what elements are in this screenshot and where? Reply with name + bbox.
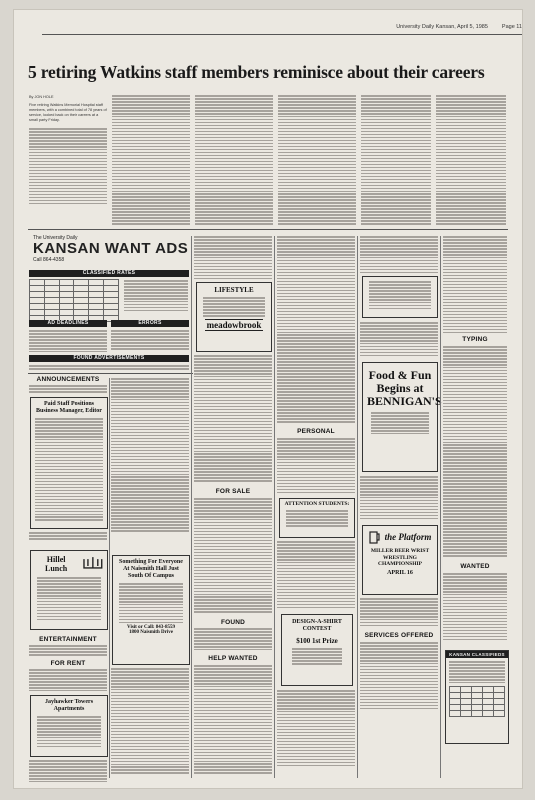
story-column-2	[112, 95, 190, 226]
column-rule	[109, 378, 110, 778]
jayhawker-title: Jayhawker Towers Apartments	[44, 699, 94, 712]
want-ads-kicker: The University Daily	[33, 235, 78, 241]
personal-header: PERSONAL	[297, 428, 335, 435]
column-rule	[357, 236, 358, 778]
classified-col2-text	[111, 378, 189, 533]
services-text	[360, 642, 438, 711]
want-ads-phone: Call 864-4358	[33, 257, 65, 263]
naismith-title: Something For Everyone At Naismith Hall Just South Of Campus	[119, 559, 183, 579]
story-column-6	[436, 95, 506, 226]
story-column-3	[195, 95, 273, 226]
byline: By JON HOLE	[29, 95, 54, 99]
story-lead: Five retiring Watkins Memorial Hospital staff members, with a combined total of 78 years of service, looked back on their careers at a small party Friday.	[29, 103, 107, 122]
meadowbrook-logo: meadowbrook	[206, 319, 262, 330]
announcements-text	[29, 385, 107, 394]
for-rent-header: FOR RENT	[50, 660, 86, 667]
classified-col6-text	[443, 236, 507, 334]
column-rule	[274, 236, 275, 778]
personal-text	[277, 438, 355, 495]
for-sale-text	[194, 498, 272, 614]
divider	[28, 373, 193, 374]
found-ads-bar: FOUND ADVERTISEMENTS	[29, 355, 189, 362]
miller-date: APRIL 16	[387, 569, 413, 576]
meadowbrook-ad	[196, 282, 272, 352]
shirt-contest-title: DESIGN-A-SHIRT CONTEST	[292, 619, 342, 632]
personal-text-3	[277, 690, 355, 768]
menorah-icon	[83, 557, 103, 571]
found-header: FOUND	[220, 619, 246, 626]
running-header	[42, 24, 522, 35]
filler-text	[29, 532, 107, 541]
paid-staff-title: Paid Staff Positions Business Manager, Editor	[36, 401, 102, 414]
found-ads-text	[29, 365, 189, 371]
classified-col5-text-4	[360, 598, 438, 628]
help-wanted-text	[194, 665, 272, 775]
typing-header: TYPING	[462, 336, 488, 343]
classified-col4-text	[277, 236, 355, 424]
hillel-lunch-ad	[30, 550, 108, 630]
for-rent-text	[29, 669, 107, 693]
want-ads-title: KANSAN WANT ADS	[33, 240, 189, 257]
shirt-prize: $100 1st Prize	[296, 637, 338, 645]
wanted-header: WANTED	[460, 563, 490, 570]
for-sale-header: FOR SALE	[215, 488, 251, 495]
naismith-hall-ad	[112, 555, 190, 665]
miller-title: MILLER BEER WRIST WRESTLING CHAMPIONSHIP	[370, 548, 430, 567]
classified-col3-text-2	[194, 355, 272, 483]
page-number: Page 11	[501, 24, 522, 30]
rates-notes	[124, 280, 188, 313]
naismith-address: 1800 Naismith Drive	[129, 630, 173, 636]
jayhawker-towers-ad	[30, 695, 108, 757]
main-headline: 5 retiring Watkins staff members reminisce about their careers	[28, 62, 485, 82]
errors-bar: ERRORS	[111, 320, 189, 327]
wanted-text	[443, 573, 507, 642]
story-column-4	[278, 95, 356, 226]
column-rule	[191, 236, 192, 778]
hillel-title: Hillel Lunch	[45, 555, 68, 573]
announcements-header: ANNOUNCEMENTS	[36, 376, 100, 383]
section-divider	[28, 229, 508, 230]
bennigans-title: Food & Fun Begins at BENNIGAN'S	[367, 368, 442, 408]
ad-deadlines-bar: AD DEADLINES	[29, 320, 107, 327]
rates-table	[29, 279, 119, 322]
order-form-grid	[449, 686, 505, 717]
attention-title: ATTENTION STUDENTS:	[284, 501, 350, 507]
for-rent-text-2	[29, 760, 107, 784]
free-session-ad	[362, 276, 438, 318]
typing-text	[443, 346, 507, 558]
kansan-classifieds-form	[445, 650, 509, 744]
entertainment-header: ENTERTAINMENT	[39, 636, 97, 643]
classified-col3-text	[194, 236, 272, 281]
naismith-phone: Visit or Call: 843-8559	[127, 625, 175, 631]
platform-ad	[362, 525, 438, 595]
classified-col5-text-3	[360, 476, 438, 521]
classified-col2-text-2	[111, 668, 189, 775]
design-a-shirt-ad	[281, 614, 353, 686]
found-text	[194, 628, 272, 652]
classified-col5-text	[360, 236, 438, 275]
kansan-classifieds-title: KANSAN CLASSIFIEDS	[446, 651, 508, 658]
personal-text-2	[277, 541, 355, 610]
bennigans-ad	[362, 362, 442, 472]
story-column-5	[361, 95, 431, 226]
column-rule	[440, 236, 441, 778]
paper-date: University Daily Kansan, April 5, 1985	[396, 24, 488, 30]
platform-logo: the Platform	[384, 532, 432, 542]
story-column-1	[29, 128, 107, 206]
entertainment-text	[29, 645, 107, 657]
paid-staff-ad	[30, 397, 108, 529]
help-wanted-header: HELP WANTED	[208, 655, 258, 662]
errors-text	[111, 330, 189, 351]
services-offered-header: SERVICES OFFERED	[364, 632, 434, 639]
classified-col5-text-2	[360, 322, 438, 358]
lifestyle-title: LIFESTYLE	[214, 286, 254, 294]
beer-mug-icon	[369, 530, 381, 544]
attention-students-ad	[279, 498, 355, 538]
deadlines-list	[29, 330, 107, 354]
classified-rates-bar: CLASSIFIED RATES	[29, 270, 189, 277]
